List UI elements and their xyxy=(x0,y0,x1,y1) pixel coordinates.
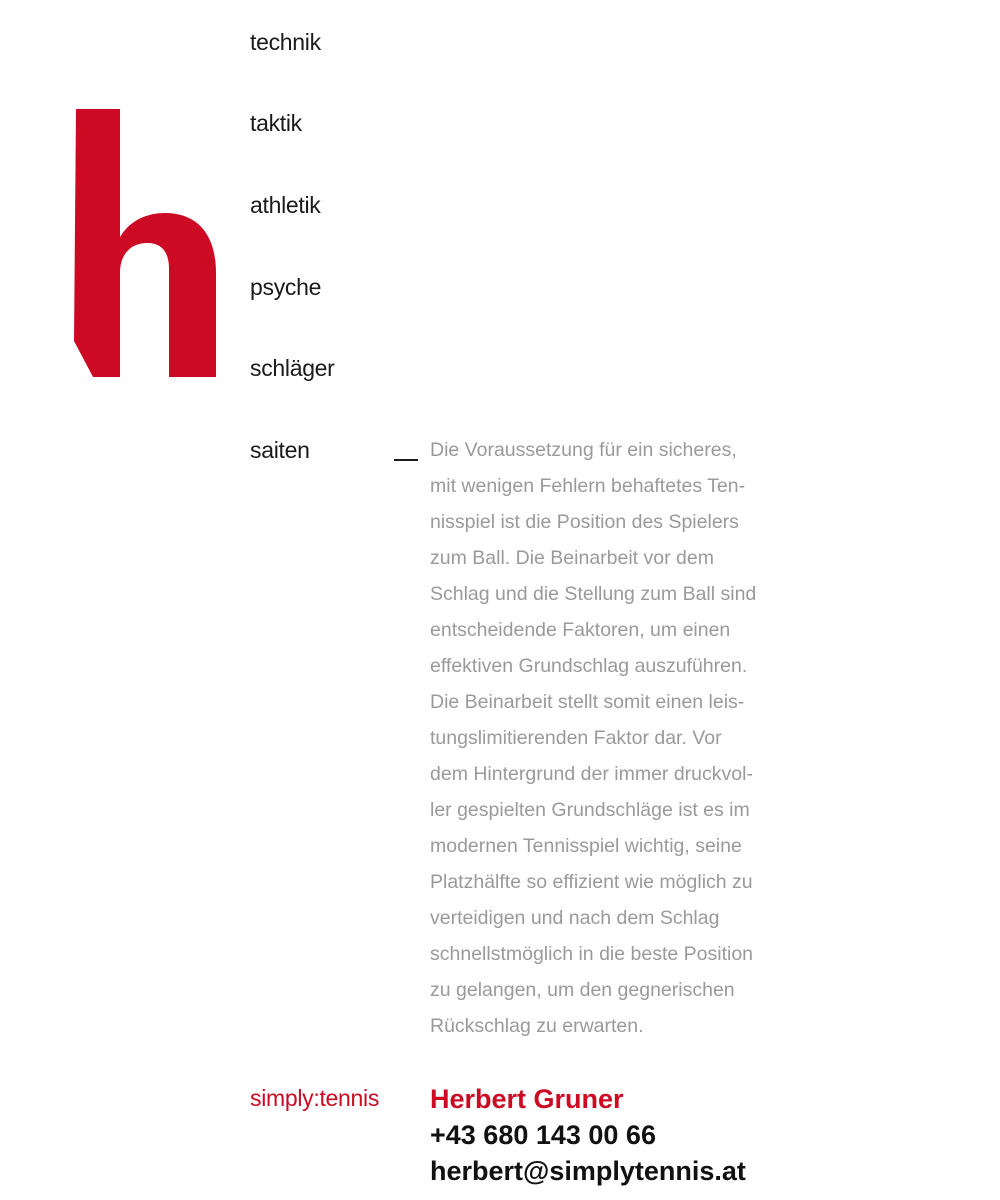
nav-item-technik[interactable]: technik xyxy=(250,29,321,55)
nav-item-athletik[interactable]: athletik xyxy=(250,192,321,218)
logo-h-icon xyxy=(74,109,216,377)
contact-email[interactable]: herbert@simplytennis.at xyxy=(430,1156,746,1186)
contact-name: Herbert Gruner xyxy=(430,1084,624,1114)
active-indicator-dash xyxy=(394,459,418,461)
contact-block xyxy=(430,1081,746,1189)
nav-item-schlaeger[interactable]: schläger xyxy=(250,355,335,381)
nav-item-saiten[interactable]: saiten xyxy=(250,437,310,463)
contact-phone[interactable]: +43 680 143 00 66 xyxy=(430,1120,656,1150)
nav-item-psyche[interactable]: psyche xyxy=(250,274,322,300)
brand-name: simply:tennis xyxy=(250,1085,380,1111)
article-paragraph: Die Voraussetzung für ein sicheres, mit wenigen Fehlern behaftetes Ten- nisspiel ist die Position des Spielers zum Ball. Die Beinarbeit vor dem Schlag und die Stellung zum Ball sind entscheidende Faktoren, um einen effektiven Grundschlag auszuführen. Die Beinarbeit stellt somit einen leis- tungslimitierenden Faktor dar. Vor dem Hintergrund der immer druckvol- ler gespielten Grundschläge ist es im modernen Tennisspiel wichtig, seine Platzhälfte so effizient wie möglich zu verteidigen und nach dem Schlag schnellstmöglich in die beste Position zu gelangen, um den gegnerischen Rückschlag zu erwarten. xyxy=(430,439,757,1037)
nav-item-taktik[interactable]: taktik xyxy=(250,110,302,136)
main-nav xyxy=(250,0,410,480)
